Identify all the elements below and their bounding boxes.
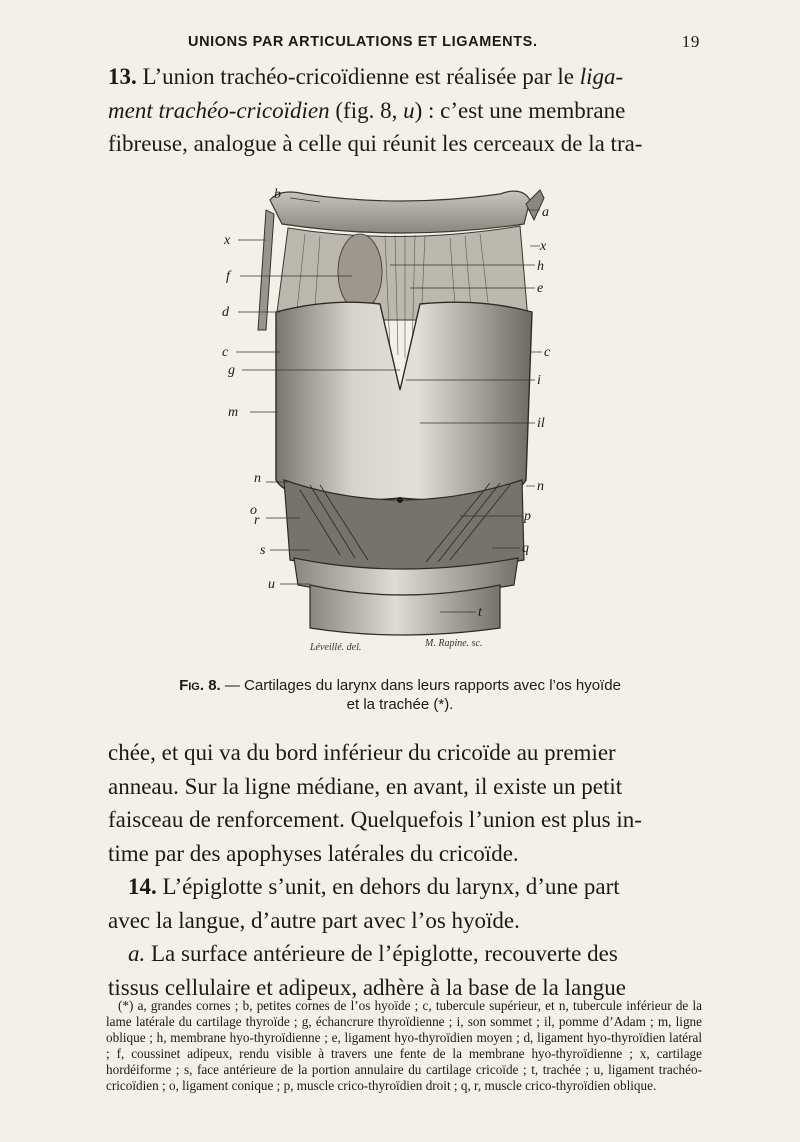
section-13-number: 13. xyxy=(108,64,137,89)
section-13-line-1: 13. L’union trachéo-cricoïdienne est réalisée par le liga- xyxy=(108,64,624,89)
header-title: UNIONS PAR ARTICULATIONS ET LIGAMENTS. xyxy=(188,34,538,50)
section-13-continuation: chée, et qui va du bord inférieur du cricoïde au premier anneau. Sur la ligne médiane, en avant, il existe un petit faisceau de renforcement. Quelquefois l’union est plus in- time par des apophyses latérales du cricoïde. xyxy=(108,740,642,866)
section-14-number: 14. xyxy=(128,874,157,899)
label-x-right: x xyxy=(540,239,547,254)
larynx-illustration xyxy=(210,180,590,658)
label-c-right: c xyxy=(544,345,551,360)
section-14-sub-a: a. La surface antérieure de l’épiglotte, recouverte des xyxy=(128,941,618,966)
label-b: b xyxy=(274,187,281,202)
engraver-signature-left: Léveillé. del. xyxy=(310,642,362,653)
label-o: o xyxy=(250,503,257,518)
label-u: u xyxy=(268,577,275,592)
caption-line-1: Fig. 8. — Cartilages du larynx dans leurs rapports avec l’os hyoïde xyxy=(179,677,621,694)
footnote xyxy=(106,998,702,1094)
label-c-left: c xyxy=(222,345,229,360)
section-14-paragraph: 14. L’épiglotte s’unit, en dehors du larynx, d’une part avec la langue, d’autre part avec l’os hyoïde. a. La surface antérieure de l’épiglotte, recouverte des tissus cellulaire et adipeux, adhère à la base de la langue xyxy=(108,870,700,1004)
figure-caption xyxy=(100,676,700,714)
label-f: f xyxy=(226,269,230,284)
label-r: r xyxy=(254,513,260,528)
section-14-line-1: 14. L’épiglotte s’unit, en dehors du larynx, d’une part xyxy=(128,874,620,899)
label-s: s xyxy=(260,543,266,558)
label-i: i xyxy=(537,373,541,388)
label-g: g xyxy=(228,363,235,378)
label-p: p xyxy=(524,509,531,524)
sub-a-label: a. xyxy=(128,941,146,966)
label-il: il xyxy=(537,416,545,431)
running-header xyxy=(150,30,700,54)
label-n-right: n xyxy=(537,479,544,494)
label-d: d xyxy=(222,305,229,320)
engraver-signature-right: M. Rapine. sc. xyxy=(425,638,483,649)
larynx-drawing xyxy=(210,180,590,658)
page-number: 19 xyxy=(681,32,700,51)
label-m: m xyxy=(228,405,239,420)
label-t: t xyxy=(478,605,482,620)
caption-figure-label: Fig. 8. xyxy=(179,677,221,694)
section-13-paragraph xyxy=(108,60,700,161)
section-13-line-2: ment trachéo-cricoïdien (fig. 8, u) : c’est une membrane xyxy=(108,97,626,123)
label-a: a xyxy=(542,205,549,220)
label-h: h xyxy=(537,259,544,274)
label-n-left: n xyxy=(254,471,261,486)
label-q: q xyxy=(522,541,529,556)
section-13-line-3: fibreuse, analogue à celle qui réunit les cerceaux de la tra- xyxy=(108,131,643,156)
label-e: e xyxy=(537,281,544,296)
footnote-text: (*) a, grandes cornes ; b, petites cornes de l’os hyoïde ; c, tubercule supérieur, et n, tubercule inférieur de la lame latérale du cartilage thyroïde ; g, échancrure thyroïdienne ; i, son sommet ; il, pomme d’Adam ; m, ligne oblique ; h, membrane hyo-thyroïdienne ; e, ligament hyo-thyroïdien moyen ; d, ligament hyo-thyroïdien latéral ; f, coussinet adipeux, rendu visible à travers une fente de la membrane hyo-thyroïdienne ; x, cartilage hordéiforme ; s, face antérieure de la portion annulaire du cartilage cricoïde ; t, trachée ; u, ligament trachéo-cricoïdien ; o, ligament conique ; p, muscle crico-thyroïdien droit ; q, r, muscle crico-thyroïdien oblique. xyxy=(106,998,702,1093)
caption-line-2: et la trachée (*). xyxy=(346,696,454,713)
label-x-left: x xyxy=(224,233,231,248)
